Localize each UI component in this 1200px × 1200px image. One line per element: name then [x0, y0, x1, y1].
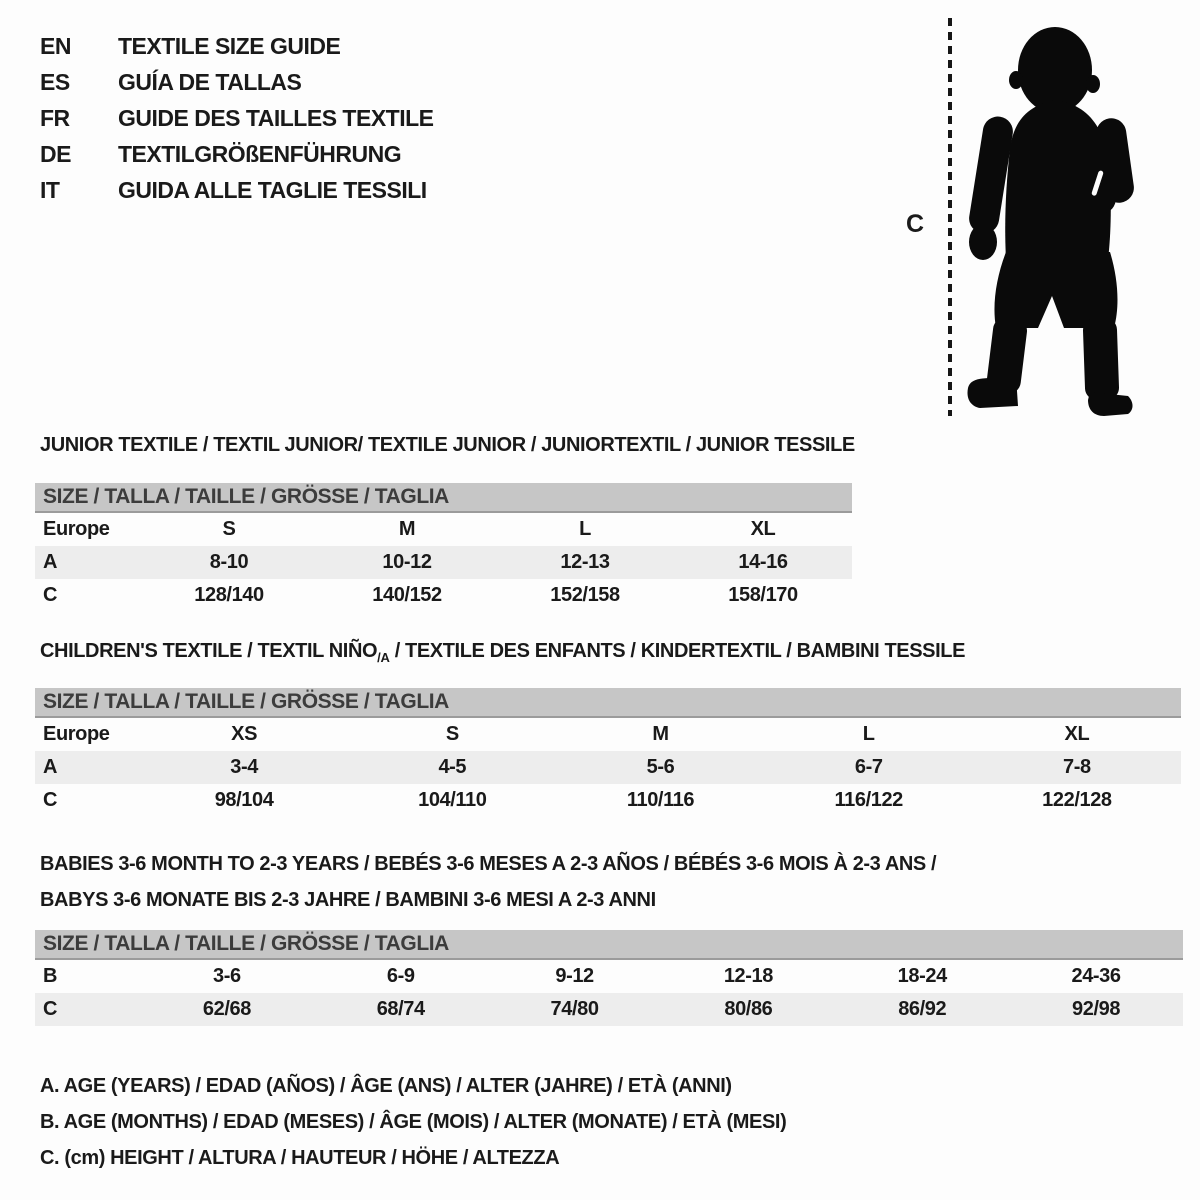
size-col-header: M — [652, 723, 669, 745]
cell-value: 4-5 — [438, 756, 467, 778]
babies-section-heading — [40, 846, 1040, 918]
cell-value: 14-16 — [738, 551, 788, 573]
children-row-height — [35, 784, 1181, 817]
cell-value: 6-9 — [386, 965, 415, 987]
children-size-table — [35, 688, 1181, 817]
size-col-header: XS — [231, 723, 258, 745]
cell-value: 8-10 — [209, 551, 249, 573]
cell-value: 104/110 — [418, 789, 487, 811]
lang-code: ES — [40, 68, 70, 95]
size-header-bar — [35, 688, 1181, 718]
lang-row-es — [40, 64, 434, 100]
region-label: Europe — [43, 518, 110, 540]
babies-row-height — [35, 993, 1183, 1026]
children-section-heading — [40, 640, 965, 665]
cell-value: 110/116 — [626, 789, 695, 811]
size-col-header: XL — [750, 518, 776, 540]
cell-value: 24-36 — [1071, 965, 1121, 987]
size-col-header: XL — [1064, 723, 1090, 745]
children-columns-row — [35, 718, 1181, 751]
cell-value: 68/74 — [376, 998, 425, 1020]
cell-value: 12-18 — [723, 965, 773, 987]
legend — [40, 1068, 786, 1176]
lang-code: EN — [40, 32, 71, 59]
lang-row-de — [40, 136, 434, 172]
lang-code: IT — [40, 176, 60, 203]
cell-value: 62/68 — [202, 998, 251, 1020]
lang-title: GUIDE DES TAILLES TEXTILE — [118, 104, 434, 131]
row-label: C — [43, 584, 58, 606]
lang-title: GUIDA ALLE TAGLIE TESSILI — [118, 176, 427, 203]
size-header-bar — [35, 483, 852, 513]
lang-title: TEXTILE SIZE GUIDE — [118, 32, 341, 59]
cell-value: 122/128 — [1042, 789, 1112, 811]
cell-value: 98/104 — [214, 789, 274, 811]
region-label: Europe — [43, 723, 110, 745]
cell-value: 152/158 — [550, 584, 620, 606]
cell-value: 92/98 — [1072, 998, 1121, 1020]
junior-row-height — [35, 579, 852, 612]
toddler-silhouette — [962, 20, 1147, 420]
babies-row-months — [35, 960, 1183, 993]
row-label: C — [43, 789, 58, 811]
lang-title: GUÍA DE TALLAS — [118, 68, 302, 95]
size-header-label: SIZE / TALLA / TAILLE / GRÖSSE / TAGLIA — [43, 485, 449, 508]
lang-code: FR — [40, 104, 70, 131]
cell-value: 3-4 — [230, 756, 258, 778]
cell-value: 7-8 — [1063, 756, 1091, 778]
size-header-label: SIZE / TALLA / TAILLE / GRÖSSE / TAGLIA — [43, 932, 449, 955]
cell-value: 9-12 — [555, 965, 594, 987]
size-col-header: S — [445, 723, 459, 745]
height-measure-line — [948, 18, 952, 416]
babies-heading-line1: BABIES 3-6 MONTH TO 2-3 YEARS / BEBÉS 3-6 MESES A 2-3 AÑOS / BÉBÉS 3-6 MOIS À 2-3 ANS / — [40, 853, 937, 875]
row-label: B — [43, 965, 58, 987]
cell-value: 158/170 — [728, 584, 798, 606]
legend-line-c: C. (cm) HEIGHT / ALTURA / HAUTEUR / HÖHE / ALTEZZA — [40, 1146, 560, 1169]
cell-value: 10-12 — [382, 551, 432, 573]
lang-code: DE — [40, 140, 71, 167]
size-col-header: S — [222, 518, 236, 540]
cell-value: 74/80 — [550, 998, 599, 1020]
children-row-age — [35, 751, 1181, 784]
height-measure-label: C — [906, 210, 925, 238]
size-col-header: L — [862, 723, 875, 745]
children-heading-subscript: /A — [377, 650, 390, 665]
junior-columns-row — [35, 513, 852, 546]
junior-size-table — [35, 483, 852, 612]
junior-row-age — [35, 546, 852, 579]
row-label: A — [43, 756, 58, 778]
babies-heading-line2: BABYS 3-6 MONATE BIS 2-3 JAHRE / BAMBINI 3-6 MESI A 2-3 ANNI — [40, 889, 656, 911]
cell-value: 3-6 — [213, 965, 241, 987]
cell-value: 12-13 — [560, 551, 610, 573]
lang-row-en — [40, 28, 434, 64]
cell-value: 140/152 — [372, 584, 442, 606]
cell-value: 86/92 — [898, 998, 947, 1020]
junior-section-heading: JUNIOR TEXTILE / TEXTIL JUNIOR/ TEXTILE JUNIOR / JUNIORTEXTIL / JUNIOR TESSILE — [40, 434, 855, 456]
size-col-header: M — [398, 518, 416, 540]
legend-line-b: B. AGE (MONTHS) / EDAD (MESES) / ÂGE (MOIS) / ALTER (MONATE) / ETÀ (MESI) — [40, 1110, 787, 1133]
cell-value: 128/140 — [194, 584, 264, 606]
children-heading-prefix: CHILDREN'S TEXTILE / TEXTIL NIÑO — [40, 640, 378, 662]
legend-line-a: A. AGE (YEARS) / EDAD (AÑOS) / ÂGE (ANS) / ALTER (JAHRE) / ETÀ (ANNI) — [40, 1074, 732, 1097]
babies-size-table — [35, 930, 1183, 1026]
size-header-label: SIZE / TALLA / TAILLE / GRÖSSE / TAGLIA — [43, 690, 449, 713]
row-label: C — [43, 998, 58, 1020]
children-heading-suffix: / TEXTILE DES ENFANTS / KINDERTEXTIL / BAMBINI TESSILE — [389, 640, 966, 662]
lang-row-fr — [40, 100, 434, 136]
cell-value: 18-24 — [897, 965, 947, 987]
cell-value: 5-6 — [646, 756, 675, 778]
lang-title: TEXTILGRÖßENFÜHRUNG — [118, 140, 402, 167]
size-col-header: L — [579, 518, 591, 540]
size-header-bar — [35, 930, 1183, 960]
cell-value: 6-7 — [854, 756, 883, 778]
row-label: A — [43, 551, 58, 573]
language-header — [40, 28, 434, 208]
cell-value: 80/86 — [724, 998, 773, 1020]
cell-value: 116/122 — [834, 789, 903, 811]
lang-row-it — [40, 172, 434, 208]
